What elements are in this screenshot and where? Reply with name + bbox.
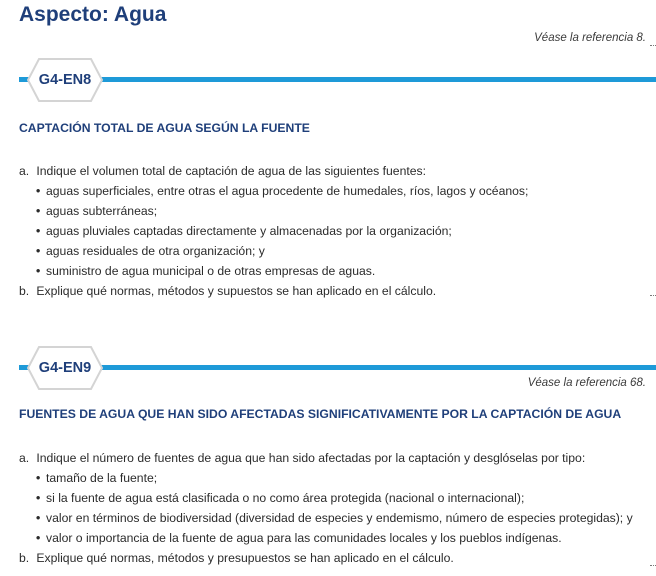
section-title-en9: FUENTES DE AGUA QUE HAN SIDO AFECTADAS SIGNIFICATIVAMENTE POR LA CAPTACIÓN DE AGUA: [19, 407, 622, 421]
bullet-item: [19, 488, 651, 508]
corner-mark: [650, 295, 656, 296]
bullet-text: aguas residuales de otra organización; y: [46, 244, 265, 258]
bullet-text: aguas pluviales captadas directamente y almacenadas por la organización;: [46, 224, 452, 238]
bullet-item: [19, 261, 651, 281]
indicator-code: G4-EN9: [38, 360, 92, 376]
corner-mark: [650, 565, 656, 566]
bullet-icon: •: [36, 511, 41, 525]
bullet-item: [19, 241, 651, 261]
enum-marker: a.: [19, 164, 30, 178]
indicator-banner-en8: [19, 60, 656, 100]
enum-marker: b.: [19, 551, 30, 565]
list-item-a: [19, 161, 651, 181]
bullet-text: aguas superficiales, entre otras el agua procedente de humedales, ríos, lagos y océanos;: [46, 184, 529, 198]
reference-note-en8: Véase la referencia 8.: [534, 32, 646, 44]
bullet-text: valor en términos de biodiversidad (diversidad de especies y endemismo, número de especies protegidas); y: [46, 511, 633, 525]
bullet-item: [19, 468, 651, 488]
bullet-icon: •: [36, 531, 41, 545]
page-title: Aspecto: Agua: [19, 3, 167, 26]
bullet-text: tamaño de la fuente;: [46, 471, 158, 485]
bullet-icon: •: [36, 491, 41, 505]
bullet-item: [19, 528, 651, 548]
list-item-a: [19, 448, 651, 468]
bullet-icon: •: [36, 264, 41, 278]
bullet-item: [19, 181, 651, 201]
list-item-b: [19, 548, 651, 568]
indicator-rule: [19, 77, 656, 82]
section-content-en9: [19, 448, 651, 568]
item-text: Explique qué normas, métodos y supuestos se han aplicado en el cálculo.: [36, 284, 437, 298]
bullet-item: [19, 201, 651, 221]
bullet-item: [19, 508, 651, 528]
item-text: Indique el número de fuentes de agua que han sido afectadas por la captación y desglóselas por tipo:: [36, 451, 586, 465]
item-text: Indique el volumen total de captación de agua de las siguientes fuentes:: [36, 164, 426, 178]
bullet-icon: •: [36, 244, 41, 258]
indicator-rule: [19, 365, 656, 370]
bullet-text: suministro de agua municipal o de otras empresas de aguas.: [46, 264, 376, 278]
bullet-icon: •: [36, 204, 41, 218]
corner-mark: [650, 45, 656, 46]
bullet-icon: •: [36, 471, 41, 485]
bullet-item: [19, 221, 651, 241]
indicator-code: G4-EN8: [38, 72, 92, 88]
bullet-icon: •: [36, 184, 41, 198]
section-title-en8: CAPTACIÓN TOTAL DE AGUA SEGÚN LA FUENTE: [19, 121, 310, 135]
section-content-en8: [19, 161, 651, 301]
enum-marker: b.: [19, 284, 30, 298]
bullet-text: si la fuente de agua está clasificada o no como área protegida (nacional o internacional);: [46, 491, 525, 505]
bullet-text: valor o importancia de la fuente de agua para las comunidades locales y los pueblos indígenas.: [46, 531, 562, 545]
bullet-text: aguas subterráneas;: [46, 204, 158, 218]
enum-marker: a.: [19, 451, 30, 465]
list-item-b: [19, 281, 651, 301]
item-text: Explique qué normas, métodos y presupuestos se han aplicado en el cálculo.: [36, 551, 454, 565]
bullet-icon: •: [36, 224, 41, 238]
reference-note-en9: Véase la referencia 68.: [527, 377, 646, 389]
